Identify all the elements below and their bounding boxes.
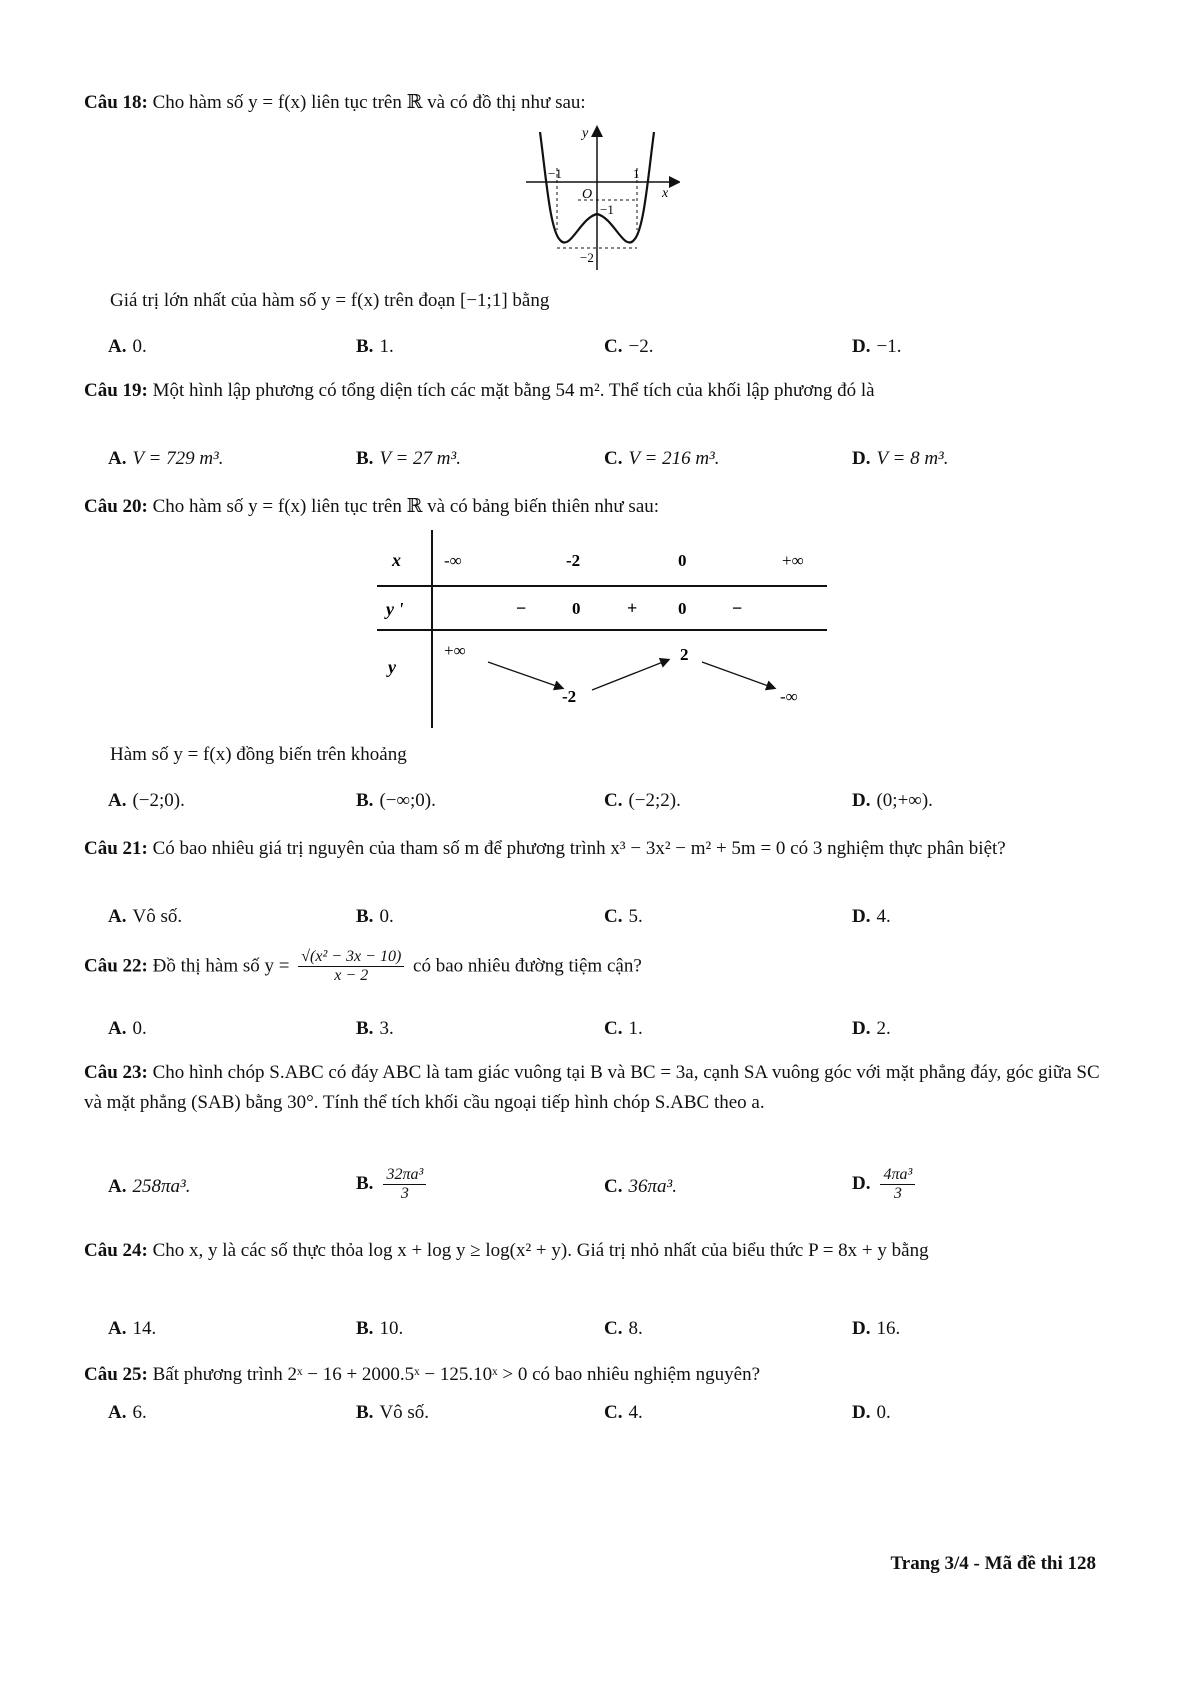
table-sign: + [627,598,638,618]
table-x-value: -2 [566,551,581,570]
option-b[interactable]: B. $\frac{\text{32πa³}}{3}$ [356,1166,430,1204]
question-label: Câu 20: [84,496,148,517]
option-a[interactable]: A. 258πa³. [108,1176,191,1197]
function-graph [520,122,680,274]
question-label: Câu 25: [84,1364,148,1385]
table-y-value: -∞ [780,687,798,706]
fraction-denominator: x − 2 [334,967,369,985]
graph-tick-neg1-y: −1 [600,202,614,217]
options-25 [108,1402,1058,1432]
question-label: Câu 18: [84,92,148,113]
question-label: Câu 19: [84,380,148,401]
function-fraction [298,948,404,986]
graph-origin: O [582,187,593,202]
option-d[interactable]: D. 16. [852,1318,901,1339]
variation-table [372,530,832,730]
question-label: Câu 22: [84,955,148,977]
option-a[interactable]: A. 14. [108,1318,157,1339]
options-21 [108,906,1058,936]
option-d[interactable]: D. 2. [852,1018,891,1039]
option-a[interactable]: A. Vô số. [108,906,183,927]
option-a[interactable]: A. 0. [108,336,147,357]
question-label: Câu 21: [84,838,148,859]
option-c[interactable]: C. −2. [604,336,654,357]
question-label: Câu 23: [84,1062,148,1083]
table-x-value: -∞ [444,551,462,570]
option-a[interactable]: A. (−2;0). [108,790,185,811]
question-text: Một hình lập phương có tổng diện tích các mặt bằng 54 m². Thể tích của khối lập phương đó là [152,380,875,401]
option-c[interactable]: C. 4. [604,1402,643,1423]
question-18-sub: Giá trị lớn nhất của hàm số y = f(x) trên đoạn [−1;1] bằng [110,290,550,311]
graph-tick-neg1-x: −1 [548,166,562,181]
table-y-value: 2 [680,645,689,664]
option-d[interactable]: D. 0. [852,1402,891,1423]
option-d[interactable]: D. $\frac{\text{4πa³}}{3}$ [852,1166,919,1204]
option-a[interactable]: A. 6. [108,1402,147,1423]
question-25 [84,1360,1104,1390]
option-b[interactable]: B. Vô số. [356,1402,430,1423]
question-18 [84,88,1104,118]
option-b[interactable]: B. 3. [356,1018,394,1039]
fraction-numerator: √(x² − 3x − 10) [298,948,404,967]
question-text: Cho hàm số y = f(x) liên tục trên ℝ và có bảng biến thiên như sau: [152,496,660,517]
question-22 [84,948,1104,986]
question-text: Bất phương trình 2ˣ − 16 + 2000.5ˣ − 125.10ˣ > 0 có bao nhiêu nghiệm nguyên? [152,1364,761,1385]
graph-x-label: x [662,186,669,201]
question-text: Cho hàm số y = f(x) liên tục trên ℝ và có đồ thị như sau: [152,92,586,113]
graph-y-label: y [582,126,589,141]
table-y-value: +∞ [444,641,466,660]
options-18 [108,336,1058,366]
option-b[interactable]: B. V = 27 m³. [356,448,461,469]
question-20 [84,492,1104,522]
table-x-label: x [392,550,401,570]
option-b[interactable]: B. 1. [356,336,394,357]
option-b[interactable]: B. (−∞;0). [356,790,436,811]
option-c[interactable]: C. 36πa³. [604,1176,677,1197]
table-sign: − [732,598,743,618]
option-c[interactable]: C. 5. [604,906,643,927]
question-text-post: có bao nhiêu đường tiệm cận? [413,955,642,977]
question-text-pre: Đồ thị hàm số y = [152,955,290,977]
question-20-sub: Hàm số y = f(x) đồng biến trên khoảng [110,744,407,765]
option-c[interactable]: C. 8. [604,1318,643,1339]
question-19 [84,376,1104,406]
options-19 [108,448,1058,478]
option-d[interactable]: D. 4. [852,906,891,927]
graph-tick-neg2-y: −2 [580,250,594,265]
option-b[interactable]: B. 0. [356,906,394,927]
option-c[interactable]: C. V = 216 m³. [604,448,720,469]
table-yprime-label: y ' [386,599,404,619]
table-x-value: 0 [678,551,687,570]
option-d[interactable]: D. V = 8 m³. [852,448,949,469]
table-y-label: y [388,657,396,677]
table-sign: 0 [572,599,581,618]
options-22 [108,1018,1058,1048]
options-20 [108,790,1058,820]
question-text: Cho hình chóp S.ABC có đáy ABC là tam giác vuông tại B và BC = 3a, cạnh SA vuông góc với mặt phẳng đáy, góc giữa SC và mặt phẳng (SAB) bằng 30°. Tính thể tích khối cầu ngoại tiếp hình chóp S.ABC theo a. [84,1062,1100,1114]
question-21 [84,834,1104,864]
table-sign: − [516,598,527,618]
option-a[interactable]: A. 0. [108,1018,147,1039]
question-23 [84,1058,1104,1119]
question-text: Có bao nhiêu giá trị nguyên của tham số m để phương trình x³ − 3x² − m² + 5m = 0 có 3 nghiệm thực phân biệt? [152,838,1006,859]
question-24 [84,1236,1104,1266]
question-label: Câu 24: [84,1240,148,1261]
page-footer: Trang 3/4 - Mã đề thi 128 [890,1553,1096,1574]
table-sign: 0 [678,599,687,618]
option-b[interactable]: B. 10. [356,1318,404,1339]
options-24 [108,1318,1058,1348]
option-d[interactable]: D. −1. [852,336,902,357]
question-text: Cho x, y là các số thực thỏa log x + log y ≥ log(x² + y). Giá trị nhỏ nhất của biểu thức P = 8x + y bằng [152,1240,929,1261]
table-y-value: -2 [562,687,577,706]
options-23 [108,1166,1058,1214]
graph-tick-1-x: 1 [633,166,640,181]
option-c[interactable]: C. 1. [604,1018,643,1039]
option-a[interactable]: A. V = 729 m³. [108,448,224,469]
table-x-value: +∞ [782,551,804,570]
option-d[interactable]: D. (0;+∞). [852,790,933,811]
option-c[interactable]: C. (−2;2). [604,790,681,811]
